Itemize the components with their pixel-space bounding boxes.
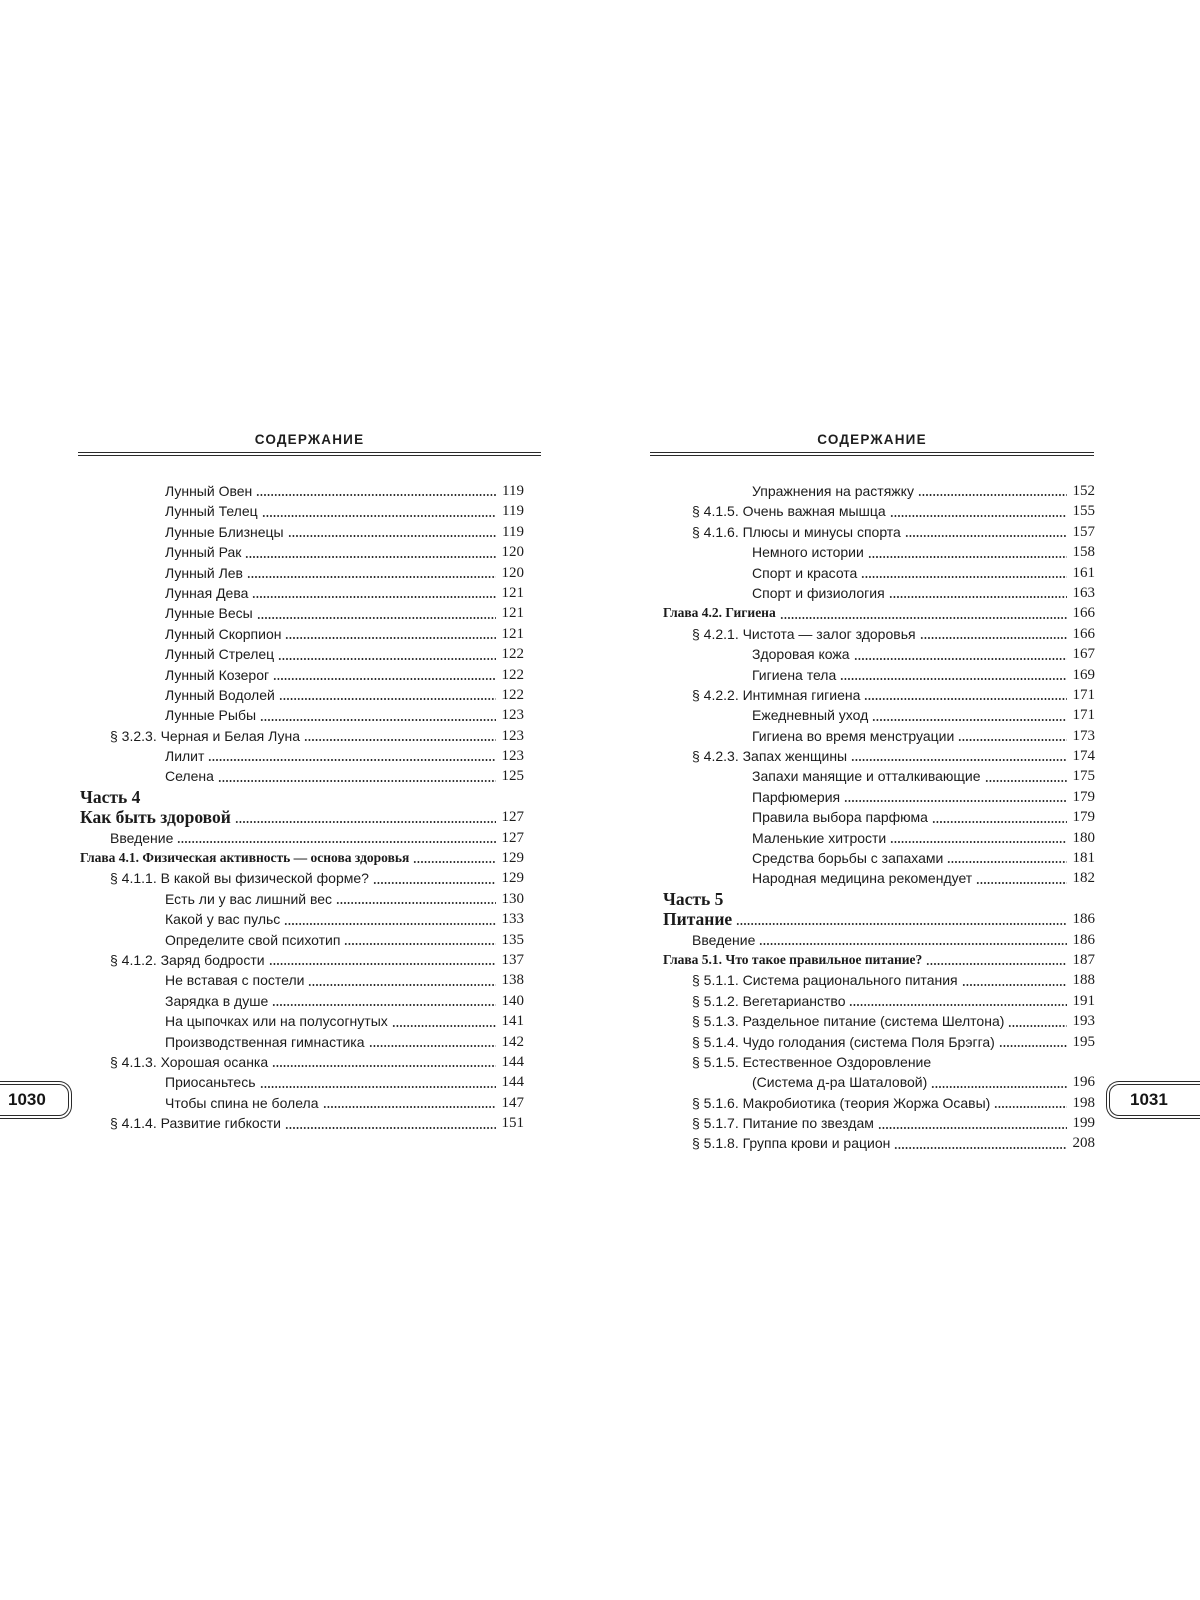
dot-leader bbox=[926, 963, 1067, 965]
entry-page-number: 141 bbox=[501, 1013, 524, 1030]
entry-title: Лунные Близнецы bbox=[165, 523, 284, 540]
entry-page-number: 188 bbox=[1072, 972, 1095, 989]
entry-page-number: 121 bbox=[501, 584, 524, 601]
dot-leader bbox=[976, 882, 1067, 884]
dot-leader bbox=[285, 637, 496, 639]
dot-leader bbox=[257, 617, 496, 619]
toc-section-entry bbox=[663, 1011, 1095, 1031]
entry-title: Правила выбора парфюма bbox=[752, 809, 928, 826]
entry-title: (Система д-ра Шаталовой) bbox=[752, 1074, 928, 1091]
dot-leader bbox=[247, 576, 496, 578]
toc-section-entry bbox=[80, 726, 524, 746]
dot-leader bbox=[889, 596, 1067, 598]
dot-leader bbox=[878, 1127, 1067, 1129]
entry-title: Введение bbox=[110, 829, 174, 846]
dot-leader bbox=[947, 861, 1067, 863]
toc-subsection-entry bbox=[80, 501, 524, 521]
entry-title: Лунные Рыбы bbox=[165, 707, 257, 724]
entry-title: Средства борьбы с запахами bbox=[752, 850, 944, 867]
toc-subsection-entry bbox=[663, 563, 1095, 583]
entry-title: На цыпочках или на полусогнутых bbox=[165, 1013, 388, 1030]
toc-subsection-entry bbox=[80, 563, 524, 583]
entry-page-number: 122 bbox=[501, 666, 524, 683]
entry-page-number: 163 bbox=[1072, 584, 1095, 601]
toc-section-entry bbox=[663, 1093, 1095, 1113]
entry-title: Спорт и физиология bbox=[752, 584, 885, 601]
dot-leader bbox=[931, 1086, 1067, 1088]
dot-leader bbox=[851, 759, 1067, 761]
entry-page-number: 198 bbox=[1072, 1094, 1095, 1111]
entry-page-number: 157 bbox=[1072, 523, 1095, 540]
toc-subsection-entry bbox=[80, 705, 524, 725]
page-number-badge-right bbox=[1106, 1081, 1200, 1119]
entry-title: Не вставая с постели bbox=[165, 972, 305, 989]
dot-leader bbox=[994, 1106, 1067, 1108]
toc-section-entry bbox=[663, 1134, 1095, 1154]
entry-page-number: 175 bbox=[1072, 768, 1095, 785]
entry-page-number: 155 bbox=[1072, 503, 1095, 520]
entry-title: § 4.1.5. Очень важная мышца bbox=[692, 503, 886, 520]
entry-page-number: 123 bbox=[501, 707, 524, 724]
entry-page-number: 123 bbox=[501, 748, 524, 765]
dot-leader bbox=[269, 963, 496, 965]
page-number: 1030 bbox=[8, 1090, 46, 1109]
entry-page-number: 186 bbox=[1072, 911, 1095, 928]
entry-title: Запахи манящие и отталкивающие bbox=[752, 768, 981, 785]
toc-chapter-heading bbox=[663, 950, 1095, 970]
entry-title: Чтобы спина не болела bbox=[165, 1094, 319, 1111]
entry-page-number: 182 bbox=[1072, 870, 1095, 887]
entry-page-number: 119 bbox=[502, 523, 524, 540]
entry-page-number: 135 bbox=[501, 931, 524, 948]
entry-page-number: 133 bbox=[501, 911, 524, 928]
toc-subsection-entry bbox=[663, 665, 1095, 685]
toc-chapter-heading bbox=[663, 603, 1095, 623]
toc-subsection-entry bbox=[663, 726, 1095, 746]
entry-title: Часть 5 bbox=[663, 888, 724, 909]
dot-leader bbox=[918, 494, 1067, 496]
entry-title: § 4.1.1. В какой вы физической форме? bbox=[110, 870, 369, 887]
dot-leader bbox=[854, 658, 1067, 660]
entry-title: § 4.1.3. Хорошая осанка bbox=[110, 1053, 269, 1070]
toc-subsection-entry bbox=[80, 909, 524, 929]
entry-page-number: 137 bbox=[501, 951, 524, 968]
dot-leader bbox=[323, 1106, 496, 1108]
entry-page-number: 125 bbox=[501, 768, 524, 785]
entry-page-number: 180 bbox=[1072, 829, 1095, 846]
entry-title: Лунный Скорпион bbox=[165, 625, 282, 642]
entry-title: § 5.1.6. Макробиотика (теория Жоржа Осавы) bbox=[692, 1094, 991, 1111]
entry-page-number: 191 bbox=[1072, 992, 1095, 1009]
entry-page-number: 121 bbox=[501, 605, 524, 622]
dot-leader bbox=[392, 1025, 496, 1027]
entry-title: Здоровая кожа bbox=[752, 646, 850, 663]
entry-page-number: 171 bbox=[1072, 686, 1095, 703]
entry-page-number: 127 bbox=[501, 809, 524, 826]
toc-chapter-heading bbox=[80, 848, 524, 868]
dot-leader bbox=[278, 658, 496, 660]
dot-leader bbox=[890, 515, 1067, 517]
dot-leader bbox=[1008, 1025, 1067, 1027]
entry-page-number: 120 bbox=[501, 544, 524, 561]
entry-page-number: 122 bbox=[501, 646, 524, 663]
toc-subsection-entry bbox=[663, 481, 1095, 501]
entry-title: § 4.1.2. Заряд бодрости bbox=[110, 951, 265, 968]
entry-title: § 5.1.1. Система рационального питания bbox=[692, 972, 958, 989]
entry-title: Введение bbox=[692, 931, 756, 948]
toc-subsection-entry bbox=[80, 930, 524, 950]
toc-subsection-entry bbox=[663, 1072, 1095, 1092]
entry-page-number: 195 bbox=[1072, 1033, 1095, 1050]
entry-page-number: 120 bbox=[501, 564, 524, 581]
entry-title: Гигиена во время менструации bbox=[752, 727, 955, 744]
dot-leader bbox=[958, 739, 1067, 741]
dot-leader bbox=[252, 596, 496, 598]
entry-title: Определите свой психотип bbox=[165, 931, 341, 948]
toc-list-left bbox=[80, 481, 524, 1134]
dot-leader bbox=[369, 1045, 496, 1047]
entry-title: § 5.1.8. Группа крови и рацион bbox=[692, 1135, 891, 1152]
dot-leader bbox=[736, 923, 1067, 925]
dot-leader bbox=[262, 515, 496, 517]
dot-leader bbox=[336, 902, 496, 904]
toc-section-entry bbox=[80, 868, 524, 888]
page-number: 1031 bbox=[1130, 1090, 1168, 1109]
toc-subsection-entry bbox=[80, 970, 524, 990]
toc-section-entry bbox=[663, 1113, 1095, 1133]
toc-subsection-entry bbox=[80, 665, 524, 685]
toc-subsection-entry bbox=[663, 542, 1095, 562]
dot-leader bbox=[868, 556, 1067, 558]
toc-section-entry bbox=[663, 991, 1095, 1011]
toc-subsection-entry bbox=[663, 705, 1095, 725]
entry-title: Народная медицина рекомендует bbox=[752, 870, 973, 887]
dot-leader bbox=[308, 984, 496, 986]
entry-title: § 4.1.4. Развитие гибкости bbox=[110, 1115, 281, 1132]
toc-subsection-entry bbox=[80, 624, 524, 644]
dot-leader bbox=[272, 1004, 496, 1006]
entry-title: Приосаньтесь bbox=[165, 1074, 256, 1091]
entry-title: Селена bbox=[165, 768, 214, 785]
toc-subsection-entry bbox=[663, 644, 1095, 664]
toc-section-entry bbox=[663, 1032, 1095, 1052]
toc-part-heading bbox=[80, 807, 524, 827]
entry-title: Лунный Лев bbox=[165, 564, 243, 581]
dot-leader bbox=[177, 841, 496, 843]
toc-subsection-entry bbox=[663, 807, 1095, 827]
toc-subsection-entry bbox=[663, 766, 1095, 786]
entry-page-number: 181 bbox=[1072, 850, 1095, 867]
dot-leader bbox=[273, 678, 496, 680]
dot-leader bbox=[920, 637, 1067, 639]
dot-leader bbox=[861, 576, 1067, 578]
dot-leader bbox=[905, 535, 1067, 537]
toc-subsection-entry bbox=[80, 746, 524, 766]
entry-page-number: 167 bbox=[1072, 646, 1095, 663]
dot-leader bbox=[256, 494, 496, 496]
entry-title: Упражнения на растяжку bbox=[752, 482, 914, 499]
entry-title: Глава 5.1. Что такое правильное питание? bbox=[663, 951, 923, 967]
toc-subsection-entry bbox=[80, 1032, 524, 1052]
entry-title: Как быть здоровой bbox=[80, 807, 231, 828]
entry-page-number: 151 bbox=[501, 1115, 524, 1132]
entry-page-number: 179 bbox=[1072, 809, 1095, 826]
entry-title: § 4.1.6. Плюсы и минусы спорта bbox=[692, 523, 901, 540]
header-double-rule-left bbox=[78, 452, 541, 456]
entry-page-number: 187 bbox=[1072, 951, 1095, 968]
dot-leader bbox=[985, 780, 1067, 782]
dot-leader bbox=[759, 943, 1067, 945]
entry-page-number: 161 bbox=[1072, 564, 1095, 581]
entry-title: § 5.1.7. Питание по звездам bbox=[692, 1115, 874, 1132]
entry-title: Лунный Козерог bbox=[165, 666, 270, 683]
toc-section-entry bbox=[663, 685, 1095, 705]
dot-leader bbox=[413, 861, 496, 863]
entry-title: Лунный Водолей bbox=[165, 686, 275, 703]
entry-title: Производственная гимнастика bbox=[165, 1033, 365, 1050]
dot-leader bbox=[962, 984, 1067, 986]
entry-title: Спорт и красота bbox=[752, 564, 858, 581]
toc-section-entry bbox=[80, 950, 524, 970]
toc-subsection-entry bbox=[80, 889, 524, 909]
entry-title: Маленькие хитрости bbox=[752, 829, 887, 846]
entry-title: Есть ли у вас лишний вес bbox=[165, 890, 333, 907]
toc-section-entry bbox=[663, 624, 1095, 644]
entry-page-number: 158 bbox=[1072, 544, 1095, 561]
entry-page-number: 199 bbox=[1072, 1115, 1095, 1132]
toc-part-heading bbox=[663, 889, 1095, 909]
dot-leader bbox=[218, 780, 496, 782]
running-header-left: СОДЕРЖАНИЕ bbox=[254, 432, 365, 447]
entry-title: § 5.1.3. Раздельное питание (система Шелтона) bbox=[692, 1013, 1005, 1030]
toc-subsection-entry bbox=[80, 522, 524, 542]
entry-page-number: 166 bbox=[1072, 625, 1095, 642]
entry-page-number: 129 bbox=[501, 870, 524, 887]
entry-title: Гигиена тела bbox=[752, 666, 837, 683]
entry-title: Лунный Телец bbox=[165, 503, 258, 520]
entry-title: Лунный Овен bbox=[165, 482, 253, 499]
toc-section-entry bbox=[663, 930, 1095, 950]
toc-section-entry bbox=[663, 1052, 1095, 1072]
toc-subsection-entry bbox=[663, 868, 1095, 888]
entry-page-number: 123 bbox=[501, 727, 524, 744]
dot-leader bbox=[304, 739, 496, 741]
entry-title: Лунный Стрелец bbox=[165, 646, 275, 663]
dot-leader bbox=[260, 1086, 496, 1088]
entry-page-number: 196 bbox=[1072, 1074, 1095, 1091]
entry-title: Лунная Дева bbox=[165, 584, 249, 601]
dot-leader bbox=[235, 821, 496, 823]
toc-section-entry bbox=[80, 1113, 524, 1133]
dot-leader bbox=[840, 678, 1067, 680]
dot-leader bbox=[260, 719, 496, 721]
entry-page-number: 173 bbox=[1072, 727, 1095, 744]
toc-subsection-entry bbox=[80, 583, 524, 603]
entry-title: Питание bbox=[663, 909, 733, 930]
entry-title: Лунные Весы bbox=[165, 605, 253, 622]
toc-subsection-entry bbox=[663, 848, 1095, 868]
entry-title: § 3.2.3. Черная и Белая Луна bbox=[110, 727, 300, 744]
entry-page-number: 208 bbox=[1072, 1135, 1095, 1152]
toc-subsection-entry bbox=[80, 644, 524, 664]
entry-title: § 4.2.3. Запах женщины bbox=[692, 748, 848, 765]
dot-leader bbox=[894, 1147, 1067, 1149]
entry-page-number: 152 bbox=[1072, 482, 1095, 499]
entry-page-number: 169 bbox=[1072, 666, 1095, 683]
entry-title: Часть 4 bbox=[80, 786, 141, 807]
entry-title: Глава 4.1. Физическая активность — основа здоровья bbox=[80, 850, 410, 866]
toc-subsection-entry bbox=[80, 603, 524, 623]
toc-subsection-entry bbox=[80, 1011, 524, 1031]
toc-section-entry bbox=[663, 501, 1095, 521]
entry-title: Зарядка в душе bbox=[165, 992, 269, 1009]
dot-leader bbox=[890, 841, 1067, 843]
toc-subsection-entry bbox=[663, 787, 1095, 807]
entry-page-number: 122 bbox=[501, 686, 524, 703]
entry-title: Лилит bbox=[165, 748, 205, 765]
toc-section-entry bbox=[663, 746, 1095, 766]
entry-page-number: 129 bbox=[501, 850, 524, 867]
toc-part-heading bbox=[663, 909, 1095, 929]
entry-page-number: 147 bbox=[501, 1094, 524, 1111]
entry-title: Глава 4.2. Гигиена bbox=[663, 605, 776, 621]
toc-subsection-entry bbox=[80, 481, 524, 501]
entry-page-number: 171 bbox=[1072, 707, 1095, 724]
entry-title: § 5.1.2. Вегетарианство bbox=[692, 992, 846, 1009]
entry-page-number: 144 bbox=[501, 1074, 524, 1091]
dot-leader bbox=[285, 1127, 496, 1129]
entry-page-number: 119 bbox=[502, 482, 524, 499]
dot-leader bbox=[872, 719, 1067, 721]
toc-section-entry bbox=[80, 1052, 524, 1072]
dot-leader bbox=[284, 923, 496, 925]
entry-title: Ежедневный уход bbox=[752, 707, 869, 724]
entry-title: Немного истории bbox=[752, 544, 864, 561]
toc-subsection-entry bbox=[80, 1072, 524, 1092]
toc-section-entry bbox=[663, 970, 1095, 990]
toc-subsection-entry bbox=[80, 766, 524, 786]
toc-subsection-entry bbox=[663, 583, 1095, 603]
entry-page-number: 193 bbox=[1072, 1013, 1095, 1030]
dot-leader bbox=[245, 556, 496, 558]
dot-leader bbox=[208, 759, 496, 761]
toc-list-right bbox=[663, 481, 1095, 1154]
entry-page-number: 138 bbox=[501, 972, 524, 989]
entry-page-number: 174 bbox=[1072, 748, 1095, 765]
dot-leader bbox=[864, 698, 1067, 700]
entry-title: § 5.1.4. Чудо голодания (система Поля Брэгга) bbox=[692, 1033, 995, 1050]
toc-subsection-entry bbox=[80, 685, 524, 705]
toc-subsection-entry bbox=[80, 542, 524, 562]
entry-page-number: 186 bbox=[1072, 931, 1095, 948]
dot-leader bbox=[999, 1045, 1067, 1047]
entry-title: Парфюмерия bbox=[752, 788, 841, 805]
toc-subsection-entry bbox=[80, 1093, 524, 1113]
header-double-rule-right bbox=[650, 452, 1094, 456]
entry-page-number: 127 bbox=[501, 829, 524, 846]
entry-page-number: 140 bbox=[501, 992, 524, 1009]
dot-leader bbox=[932, 821, 1067, 823]
toc-part-heading bbox=[80, 787, 524, 807]
entry-page-number: 121 bbox=[501, 625, 524, 642]
entry-page-number: 144 bbox=[501, 1053, 524, 1070]
entry-title: § 5.1.5. Естественное Оздоровление bbox=[692, 1053, 932, 1070]
dot-leader bbox=[288, 535, 496, 537]
entry-page-number: 179 bbox=[1072, 788, 1095, 805]
entry-title: Какой у вас пульс bbox=[165, 911, 281, 928]
dot-leader bbox=[849, 1004, 1067, 1006]
dot-leader bbox=[373, 882, 496, 884]
running-header-right: СОДЕРЖАНИЕ bbox=[817, 432, 927, 447]
entry-title: § 4.2.2. Интимная гигиена bbox=[692, 686, 861, 703]
entry-page-number: 119 bbox=[502, 503, 524, 520]
toc-subsection-entry bbox=[80, 991, 524, 1011]
dot-leader bbox=[844, 800, 1067, 802]
toc-section-entry bbox=[80, 828, 524, 848]
dot-leader bbox=[780, 617, 1067, 619]
entry-page-number: 166 bbox=[1072, 605, 1095, 622]
entry-title: § 4.2.1. Чистота — залог здоровья bbox=[692, 625, 916, 642]
toc-section-entry bbox=[663, 522, 1095, 542]
dot-leader bbox=[272, 1065, 496, 1067]
dot-leader bbox=[279, 698, 496, 700]
entry-title: Лунный Рак bbox=[165, 544, 242, 561]
entry-page-number: 142 bbox=[501, 1033, 524, 1050]
dot-leader bbox=[344, 943, 496, 945]
entry-page-number: 130 bbox=[501, 890, 524, 907]
page-number-badge-left bbox=[0, 1081, 72, 1119]
toc-subsection-entry bbox=[663, 828, 1095, 848]
